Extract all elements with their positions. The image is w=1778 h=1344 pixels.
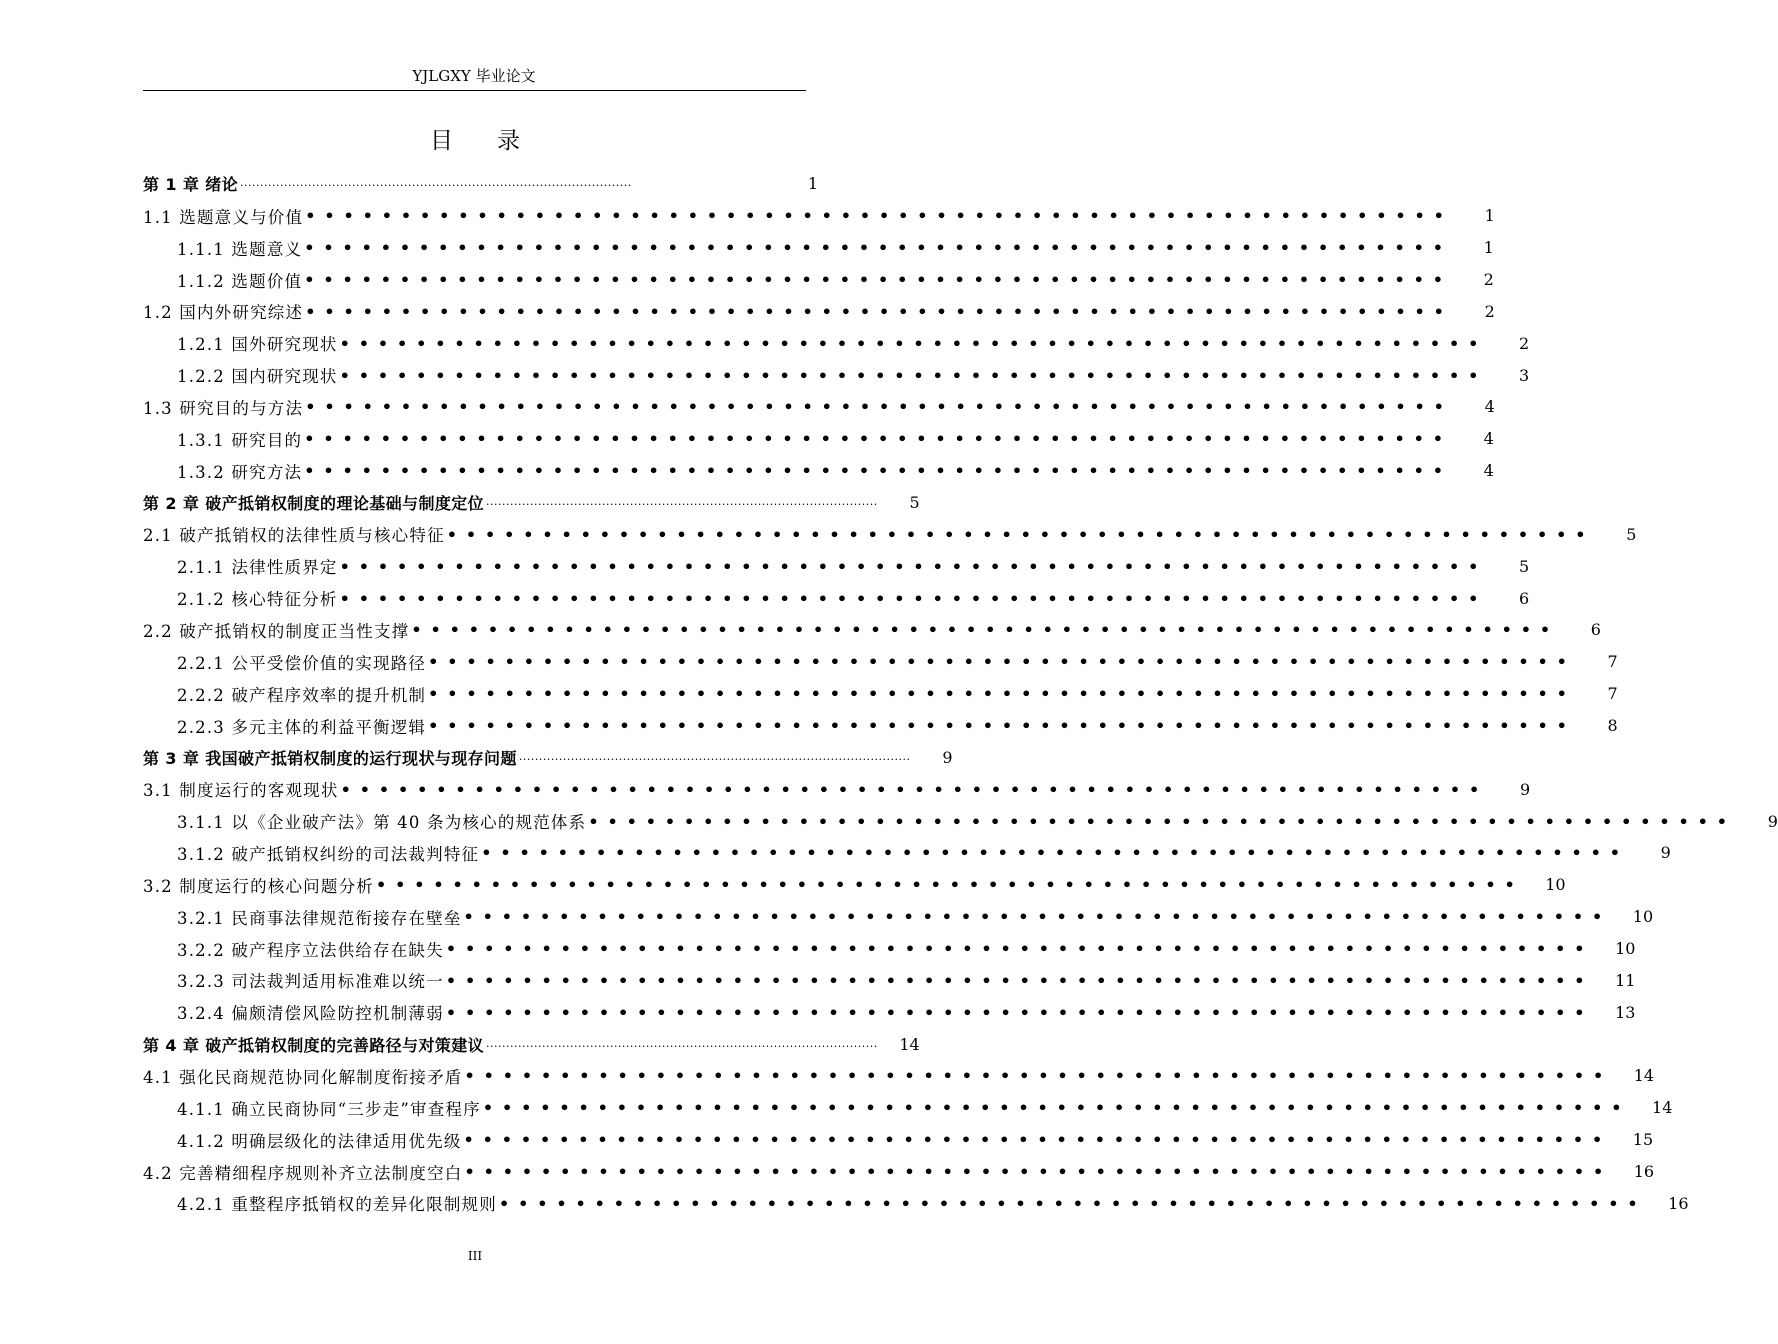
toc-entry-label: 3.1.1 以《企业破产法》第 40 条为核心的规范体系	[177, 813, 587, 833]
toc-subsection-entry[interactable]	[143, 1188, 1689, 1220]
toc-dot-leader: ••••••••••••••••••••••••••••••••••••••••••••••••••••••••••••	[482, 1098, 1631, 1118]
toc-entry-page: 10	[1615, 939, 1636, 959]
toc-dot-leader: ••••••••••••••••••••••••••••••••••••••••••••••••••••••••••••	[339, 556, 1488, 576]
toc-subsection-entry[interactable]	[143, 327, 1530, 359]
toc-entry-page: 9	[1660, 843, 1671, 863]
toc-entry-page: 14	[899, 1034, 920, 1054]
toc-chapter-entry[interactable]	[143, 1028, 920, 1060]
toc-subsection-entry[interactable]	[143, 455, 1494, 487]
header-rule	[143, 90, 806, 91]
toc-entry-label: 4.1.2 明确层级化的法律适用优先级	[177, 1131, 462, 1151]
toc-subsection-entry[interactable]	[143, 1092, 1673, 1124]
toc-entry-page: 16	[1633, 1162, 1655, 1182]
toc-section-entry[interactable]	[143, 1156, 1655, 1188]
toc-entry-page: 15	[1632, 1130, 1654, 1150]
toc-dot-leader: ••••••••••••••••••••••••••••••••••••••••••••••••••••••••••••	[339, 588, 1488, 608]
toc-entry-label: 第 4 章 破产抵销权制度的完善路径与对策建议	[143, 1035, 485, 1055]
toc-subsection-entry[interactable]	[143, 646, 1618, 678]
toc-section-entry[interactable]	[143, 295, 1495, 327]
toc-entry-page: 7	[1607, 684, 1618, 704]
toc-entry-page: 3	[1519, 365, 1530, 385]
toc-entry-page: 6	[1519, 588, 1530, 608]
toc-entry-page: 9	[1520, 779, 1531, 799]
table-of-contents	[143, 168, 1778, 1219]
toc-dot-leader: ••••••••••••••••••••••••••••••••••••••••••••••••••••••••••••	[498, 1193, 1647, 1213]
toc-entry-label: 3.2.4 偏颇清偿风险防控机制薄弱	[177, 1004, 444, 1024]
toc-subsection-entry[interactable]	[143, 232, 1494, 264]
toc-dot-leader: ··································································································	[486, 1039, 878, 1053]
toc-entry-label: 2.2.1 公平受偿价值的实现路径	[177, 653, 427, 673]
toc-entry-page: 5	[1519, 556, 1530, 576]
page-header: YJLGXY 毕业论文	[412, 67, 536, 85]
toc-section-entry[interactable]	[143, 773, 1531, 805]
toc-entry-label: 第 3 章 我国破产抵销权制度的运行现状与现存问题	[143, 748, 517, 768]
toc-entry-label: 2.2.2 破产程序效率的提升机制	[177, 685, 427, 705]
toc-dot-leader: ••••••••••••••••••••••••••••••••••••••••••••••••••••••••••••	[445, 939, 1594, 959]
toc-dot-leader: ··································································································	[518, 752, 911, 766]
toc-entry-page: 4	[1483, 461, 1494, 481]
toc-chapter-entry[interactable]	[143, 487, 920, 519]
toc-entry-label: 1.3.2 研究方法	[177, 462, 303, 482]
toc-entry-page: 4	[1484, 397, 1495, 417]
toc-dot-leader: ••••••••••••••••••••••••••••••••••••••••••••••••••••••••••••	[588, 811, 1736, 831]
toc-entry-label: 3.2.3 司法裁判适用标准难以统一	[177, 972, 444, 992]
toc-dot-leader: ••••••••••••••••••••••••••••••••••••••••••••••••••••••••••••	[305, 301, 1453, 321]
toc-entry-label: 3.1.2 破产抵销权纠纷的司法裁判特征	[177, 844, 480, 864]
toc-entry-label: 2.1.2 核心特征分析	[177, 590, 338, 610]
toc-dot-leader: ••••••••••••••••••••••••••••••••••••••••••••••••••••••••••••	[463, 1130, 1612, 1150]
toc-entry-page: 4	[1483, 429, 1494, 449]
toc-subsection-entry[interactable]	[143, 964, 1636, 996]
toc-entry-label: 4.2 完善精细程序规则补齐立法制度空白	[143, 1163, 463, 1183]
toc-dot-leader: ••••••••••••••••••••••••••••••••••••••••••••••••••••••••••••	[445, 970, 1594, 990]
toc-entry-label: 3.2.1 民商事法律规范衔接存在壁垒	[177, 908, 462, 928]
toc-entry-label: 4.1 强化民商规范协同化解制度衔接矛盾	[143, 1067, 463, 1087]
toc-entry-page: 2	[1483, 270, 1494, 289]
toc-subsection-entry[interactable]	[143, 837, 1671, 869]
toc-subsection-entry[interactable]	[143, 678, 1618, 710]
toc-subsection-entry[interactable]	[143, 933, 1636, 965]
toc-dot-leader: ••••••••••••••••••••••••••••••••••••••••••••••••••••••••••••	[304, 461, 1452, 481]
toc-subsection-entry[interactable]	[143, 359, 1530, 391]
toc-chapter-entry[interactable]	[143, 168, 818, 200]
toc-entry-label: 2.2.3 多元主体的利益平衡逻辑	[177, 717, 427, 737]
toc-title	[0, 125, 950, 157]
toc-subsection-entry[interactable]	[143, 710, 1618, 742]
toc-entry-page: 2	[1519, 333, 1530, 353]
page-number: III	[467, 1249, 483, 1263]
toc-entry-label: 第 1 章 绪论	[143, 175, 239, 195]
toc-entry-label: 3.2.2 破产程序立法供给存在缺失	[177, 940, 444, 960]
toc-dot-leader: ••••••••••••••••••••••••••••••••••••••••••••••••••••••••••••	[304, 238, 1452, 258]
toc-subsection-entry[interactable]	[143, 1124, 1654, 1156]
toc-entry-label: 1.1.2 选题价值	[177, 271, 303, 291]
toc-entry-label: 1.1.1 选题意义	[177, 239, 303, 259]
toc-entry-page: 1	[1484, 206, 1495, 226]
toc-entry-label: 3.2 制度运行的核心问题分析	[143, 876, 374, 896]
toc-entry-label: 第 2 章 破产抵销权制度的理论基础与制度定位	[143, 494, 485, 514]
toc-section-entry[interactable]	[143, 518, 1637, 550]
toc-entry-label: 2.1.1 法律性质界定	[177, 558, 338, 578]
toc-dot-leader: ••••••••••••••••••••••••••••••••••••••••••••••••••••••••••••	[445, 1002, 1594, 1022]
toc-dot-leader: ••••••••••••••••••••••••••••••••••••••••••••••••••••••••••••	[481, 843, 1629, 863]
toc-entry-page: 2	[1484, 301, 1495, 321]
toc-dot-leader: ··································································································	[486, 498, 878, 512]
toc-dot-leader: ••••••••••••••••••••••••••••••••••••••••••••••••••••••••••••	[428, 716, 1576, 736]
toc-title-char-1: 目	[430, 128, 453, 154]
toc-entry-page: 14	[1652, 1098, 1673, 1118]
toc-dot-leader: ••••••••••••••••••••••••••••••••••••••••••••••••••••••••••••	[376, 875, 1524, 895]
toc-entry-page: 5	[1626, 524, 1637, 544]
toc-dot-leader: ••••••••••••••••••••••••••••••••••••••••••••••••••••••••••••	[428, 684, 1576, 704]
toc-entry-label: 1.3.1 研究目的	[177, 430, 303, 450]
toc-dot-leader: ••••••••••••••••••••••••••••••••••••••••••••••••••••••••••••	[463, 907, 1612, 927]
toc-subsection-entry[interactable]	[143, 550, 1530, 582]
toc-subsection-entry[interactable]	[143, 901, 1654, 933]
toc-dot-leader: ••••••••••••••••••••••••••••••••••••••••••••••••••••••••••••	[428, 652, 1576, 672]
toc-entry-page: 6	[1590, 620, 1601, 640]
toc-entry-page: 5	[909, 493, 920, 513]
toc-entry-label: 2.1 破产抵销权的法律性质与核心特征	[143, 526, 445, 546]
toc-dot-leader: ··································································································	[240, 179, 632, 193]
toc-entry-label: 4.1.1 确立民商协同“三步走”审查程序	[177, 1099, 481, 1119]
toc-subsection-entry[interactable]	[143, 996, 1636, 1028]
toc-dot-leader: ••••••••••••••••••••••••••••••••••••••••••••••••••••••••••••	[340, 779, 1489, 799]
toc-entry-page: 8	[1607, 716, 1618, 736]
toc-section-entry[interactable]	[143, 1060, 1655, 1092]
toc-entry-label: 1.2 国内外研究综述	[143, 303, 304, 323]
toc-dot-leader: ••••••••••••••••••••••••••••••••••••••••••••••••••••••••••••	[464, 1162, 1613, 1182]
toc-dot-leader: ••••••••••••••••••••••••••••••••••••••••••••••••••••••••••••	[446, 524, 1595, 544]
toc-dot-leader: ••••••••••••••••••••••••••••••••••••••••••••••••••••••••••••	[304, 270, 1452, 289]
toc-entry-label: 2.2 破产抵销权的制度正当性支撑	[143, 621, 410, 641]
toc-section-entry[interactable]	[143, 869, 1566, 901]
toc-entry-page: 9	[942, 747, 953, 767]
toc-entry-page: 13	[1615, 1002, 1636, 1022]
toc-entry-page: 10	[1632, 907, 1654, 927]
toc-subsection-entry[interactable]	[143, 582, 1530, 614]
toc-entry-page: 1	[807, 174, 818, 194]
toc-dot-leader: ••••••••••••••••••••••••••••••••••••••••••••••••••••••••••••	[304, 429, 1452, 449]
toc-entry-label: 1.2.1 国外研究现状	[177, 335, 338, 355]
toc-title-char-2: 录	[497, 128, 520, 154]
toc-entry-page: 9	[1767, 811, 1778, 831]
toc-dot-leader: ••••••••••••••••••••••••••••••••••••••••••••••••••••••••••••	[464, 1066, 1613, 1086]
toc-dot-leader: ••••••••••••••••••••••••••••••••••••••••••••••••••••••••••••	[305, 206, 1453, 226]
toc-section-entry[interactable]	[143, 614, 1601, 646]
toc-dot-leader: ••••••••••••••••••••••••••••••••••••••••••••••••••••••••••••	[411, 620, 1559, 640]
toc-entry-page: 11	[1615, 970, 1636, 990]
toc-entry-label: 1.3 研究目的与方法	[143, 398, 304, 418]
toc-section-entry[interactable]	[143, 391, 1495, 423]
toc-entry-page: 10	[1545, 875, 1566, 895]
toc-entry-label: 1.2.2 国内研究现状	[177, 367, 338, 387]
toc-dot-leader: ••••••••••••••••••••••••••••••••••••••••••••••••••••••••••••	[339, 333, 1488, 353]
toc-entry-page: 1	[1483, 238, 1494, 258]
toc-section-entry[interactable]	[143, 200, 1495, 232]
toc-subsection-entry[interactable]	[143, 423, 1494, 455]
toc-entry-page: 16	[1668, 1193, 1689, 1213]
toc-subsection-entry[interactable]	[143, 805, 1778, 837]
toc-dot-leader: ••••••••••••••••••••••••••••••••••••••••••••••••••••••••••••	[339, 365, 1488, 385]
toc-entry-page: 7	[1607, 652, 1618, 672]
toc-entry-label: 4.2.1 重整程序抵销权的差异化限制规则	[177, 1195, 497, 1215]
toc-entry-label: 3.1 制度运行的客观现状	[143, 781, 339, 801]
toc-subsection-entry[interactable]	[143, 264, 1494, 296]
toc-entry-page: 14	[1633, 1066, 1655, 1086]
toc-chapter-entry[interactable]	[143, 741, 953, 773]
toc-dot-leader: ••••••••••••••••••••••••••••••••••••••••••••••••••••••••••••	[305, 397, 1453, 417]
toc-entry-label: 1.1 选题意义与价值	[143, 207, 304, 227]
